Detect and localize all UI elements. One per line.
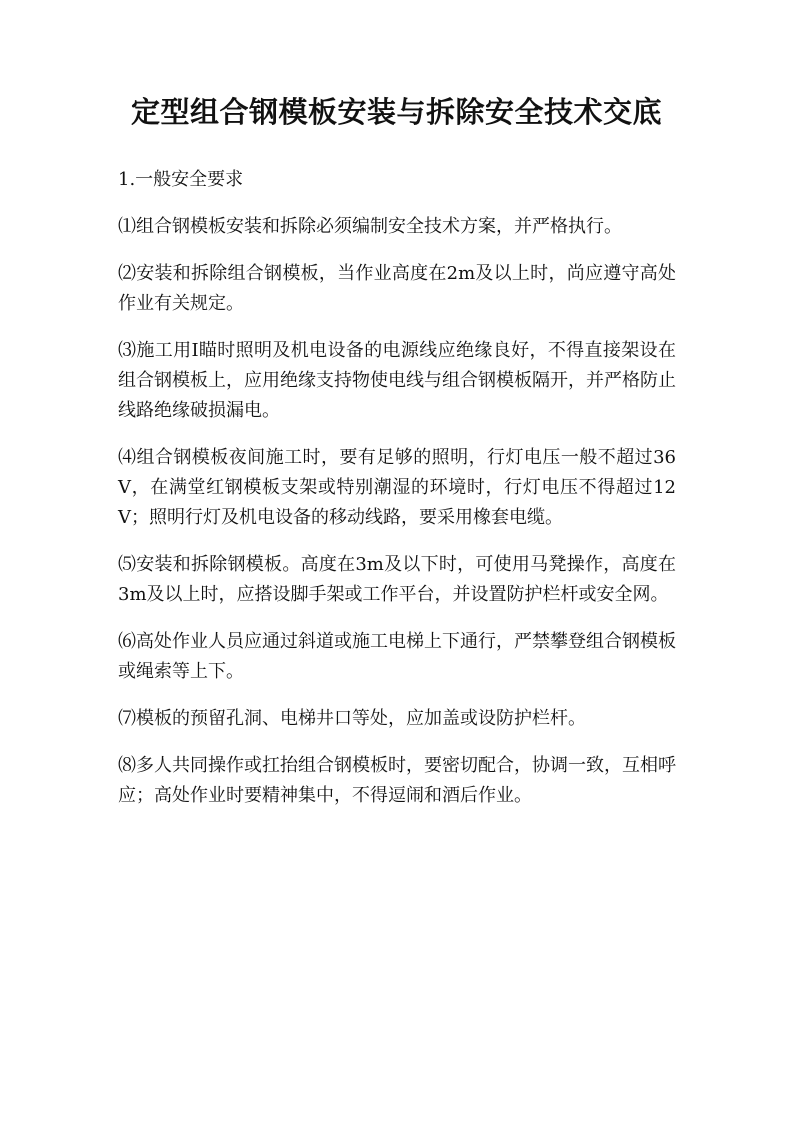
paragraph-2: ⑵安装和拆除组合钢模板，当作业高度在2m及以上时，尚应遵守高处作业有关规定。 bbox=[118, 263, 676, 314]
paragraph-7: ⑺模板的预留孔洞、电梯井口等处，应加盖或设防护栏杆。 bbox=[118, 708, 586, 729]
paragraph-4: ⑷组合钢模板夜间施工时，要有足够的照明，行灯电压一般不超过36V，在满堂红钢模板支架或特别潮湿的环境时，行灯电压不得超过12V；照明行灯及机电设备的移动线路，要采用橡套电缆。 bbox=[118, 447, 676, 528]
paragraph-5: ⑸安装和拆除钢模板。高度在3m及以下时，可使用马凳操作，高度在3m及以上时，应搭设脚手架或工作平台，并设置防护栏杆或安全网。 bbox=[118, 554, 676, 605]
section-heading: 1.一般安全要求 bbox=[118, 169, 244, 190]
document-body bbox=[118, 165, 676, 828]
page-title: 定型组合钢模板安装与拆除安全技术交底 bbox=[130, 95, 662, 129]
paragraph-3: ⑶施工用Ⅰ瞄时照明及机电设备的电源线应绝缘良好，不得直接架设在组合钢模板上，应用绝缘支持物使电线与组合钢模板隔开，并严格防止线路绝缘破损漏电。 bbox=[118, 340, 676, 421]
paragraph-8: ⑻多人共同操作或扛抬组合钢模板时，要密切配合，协调一致，互相呼应；高处作业时要精神集中，不得逗闹和酒后作业。 bbox=[118, 755, 676, 806]
paragraph-6: ⑹高处作业人员应通过斜道或施工电梯上下通行，严禁攀登组合钢模板或绳索等上下。 bbox=[118, 631, 676, 682]
paragraph-1: ⑴组合钢模板安装和拆除必须编制安全技术方案，并严格执行。 bbox=[118, 216, 622, 237]
